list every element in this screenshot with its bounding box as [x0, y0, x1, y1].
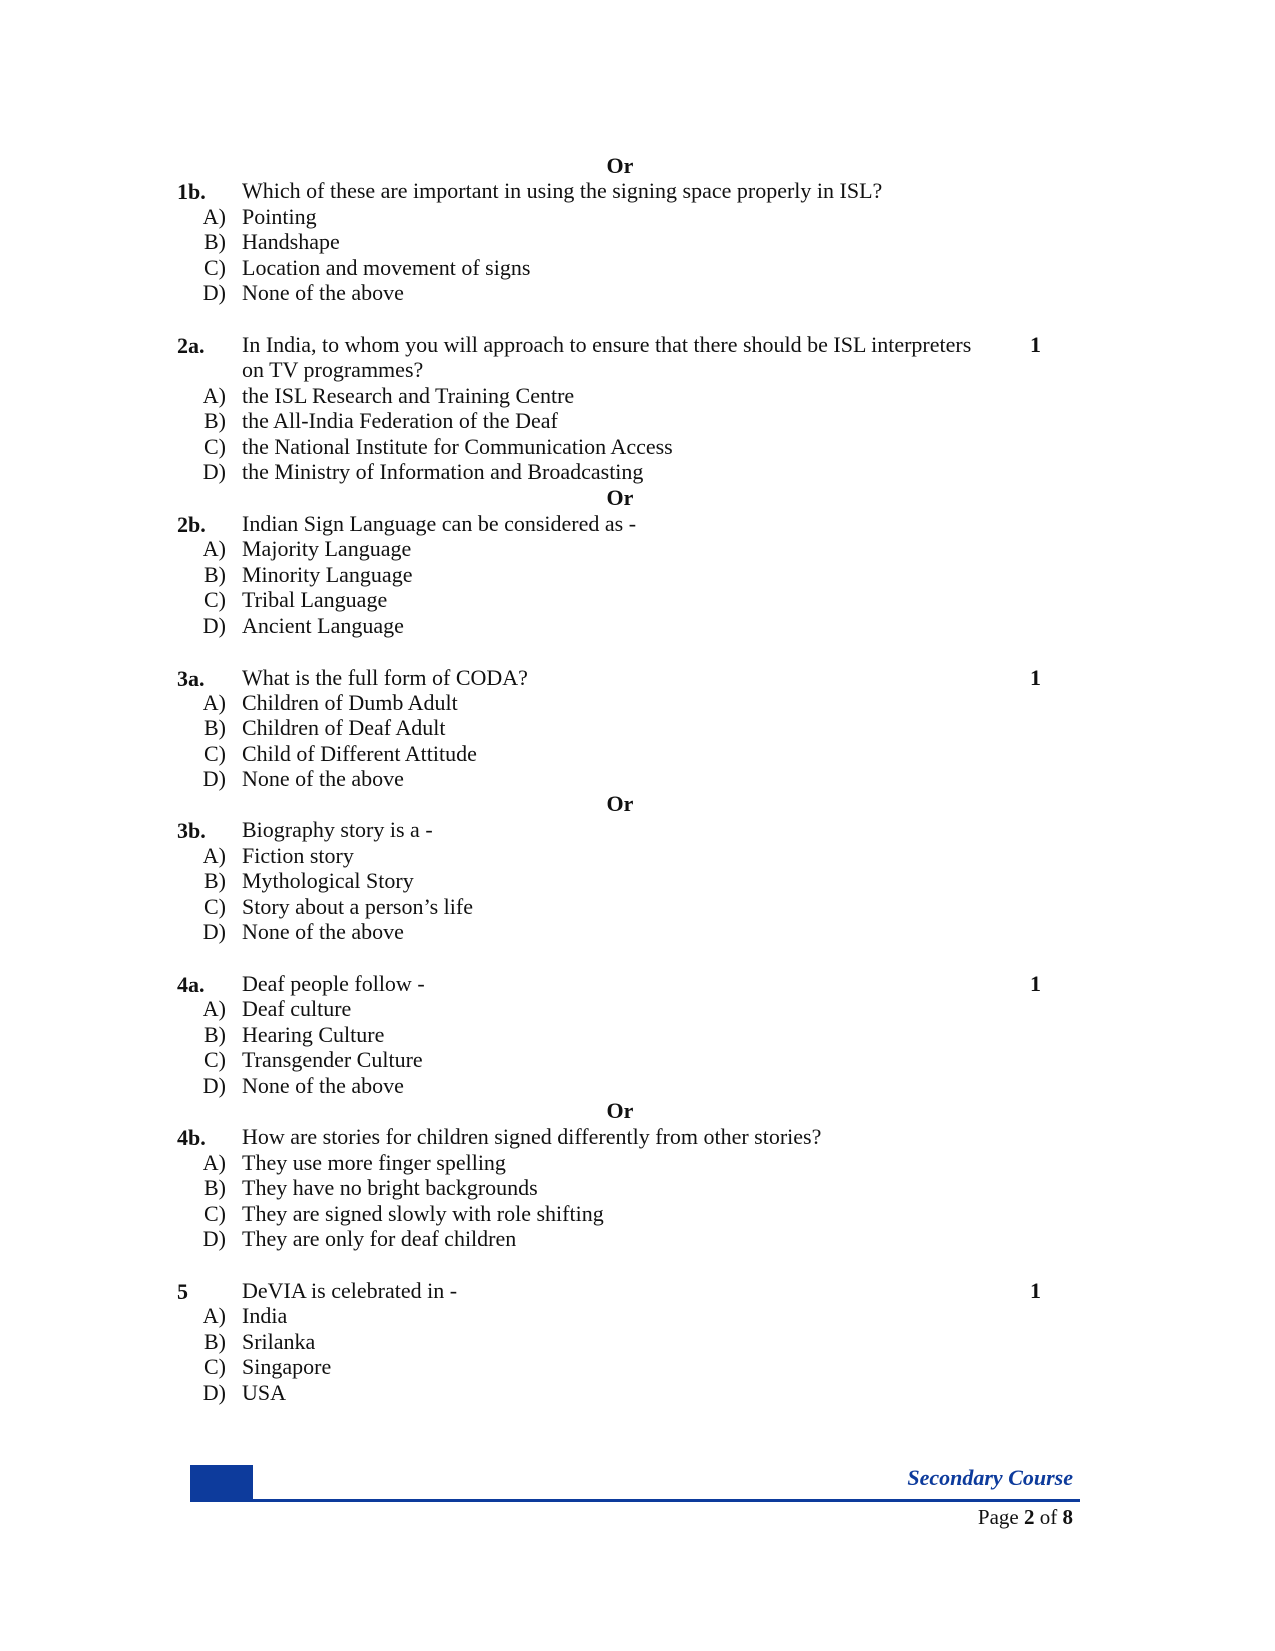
page-number — [978, 1504, 1073, 1530]
option-letter: D) — [202, 459, 226, 484]
option-letter: C) — [204, 1201, 226, 1226]
option-letter: B) — [204, 408, 226, 433]
option-text: the ISL Research and Training Centre — [242, 383, 575, 408]
option-letter: A) — [202, 996, 226, 1021]
option-letter: C) — [204, 434, 226, 459]
option-letter: D) — [202, 1073, 226, 1098]
question-number: 4b. — [177, 1125, 206, 1150]
option-letter: A) — [202, 383, 226, 408]
option-letter: A) — [202, 1150, 226, 1175]
footer-color-block — [190, 1465, 253, 1499]
marks: 1 — [1030, 971, 1041, 996]
option-text: India — [242, 1303, 288, 1328]
question-text: In India, to whom you will approach to ensure that there should be ISL interpreters — [242, 332, 972, 357]
option-text: Minority Language — [242, 562, 413, 587]
footer-course-title: Secondary Course — [907, 1465, 1073, 1490]
option-text: Location and movement of signs — [242, 255, 531, 280]
option-text: Fiction story — [242, 843, 354, 868]
option-text: Transgender Culture — [242, 1047, 423, 1072]
option-text: Story about a person’s life — [242, 894, 473, 919]
option-text: Pointing — [242, 204, 317, 229]
option-letter: B) — [204, 715, 226, 740]
option-text: Tribal Language — [242, 587, 388, 612]
or-separator: Or — [606, 485, 634, 510]
marks: 1 — [1030, 665, 1041, 690]
option-letter: A) — [202, 204, 226, 229]
option-text: They are only for deaf children — [242, 1226, 517, 1251]
question-number: 5 — [177, 1279, 188, 1304]
option-letter: D) — [202, 1380, 226, 1405]
option-text: Ancient Language — [242, 613, 404, 638]
option-text: None of the above — [242, 280, 404, 305]
option-text: Deaf culture — [242, 996, 352, 1021]
option-letter: D) — [202, 766, 226, 791]
question-number: 1b. — [177, 179, 206, 204]
question-text: Indian Sign Language can be considered as - — [242, 511, 637, 536]
option-text: USA — [242, 1380, 287, 1405]
option-letter: A) — [202, 843, 226, 868]
option-text: Majority Language — [242, 536, 412, 561]
question-number: 3a. — [177, 666, 205, 691]
option-text: Hearing Culture — [242, 1022, 385, 1047]
or-separator: Or — [606, 1098, 634, 1123]
or-separator: Or — [606, 791, 634, 816]
option-text: None of the above — [242, 1073, 404, 1098]
question-number: 2b. — [177, 512, 206, 537]
option-letter: B) — [204, 562, 226, 587]
option-text: They have no bright backgrounds — [242, 1175, 538, 1200]
option-text: Handshape — [242, 229, 340, 254]
page-current: 2 — [1024, 1505, 1035, 1529]
question-text: How are stories for children signed differently from other stories? — [242, 1124, 822, 1149]
question-text: What is the full form of CODA? — [242, 665, 528, 690]
option-letter: D) — [202, 280, 226, 305]
page-of: of — [1039, 1505, 1058, 1529]
question-number: 4a. — [177, 972, 205, 997]
option-letter: C) — [204, 894, 226, 919]
option-text: Children of Dumb Adult — [242, 690, 458, 715]
page-prefix: Page — [977, 1505, 1019, 1529]
marks: 1 — [1030, 332, 1041, 357]
option-text: Children of Deaf Adult — [242, 715, 446, 740]
option-text: Mythological Story — [242, 868, 414, 893]
option-letter: C) — [204, 587, 226, 612]
option-letter: B) — [204, 868, 226, 893]
option-letter: D) — [202, 919, 226, 944]
question-text: Which of these are important in using the signing space properly in ISL? — [242, 178, 883, 203]
question-text: DeVIA is celebrated in - — [242, 1278, 458, 1303]
footer-divider — [190, 1499, 1080, 1502]
option-letter: B) — [204, 1175, 226, 1200]
question-text: Biography story is a - — [242, 817, 433, 842]
option-text: the National Institute for Communication Access — [242, 434, 673, 459]
option-text: Singapore — [242, 1354, 332, 1379]
option-letter: C) — [204, 741, 226, 766]
option-letter: B) — [204, 1022, 226, 1047]
option-letter: D) — [202, 1226, 226, 1251]
question-number: 3b. — [177, 818, 206, 843]
option-letter: A) — [202, 690, 226, 715]
option-text: They are signed slowly with role shifting — [242, 1201, 604, 1226]
option-letter: C) — [204, 255, 226, 280]
option-letter: B) — [204, 229, 226, 254]
option-letter: B) — [204, 1329, 226, 1354]
option-text: Srilanka — [242, 1329, 316, 1354]
option-text: They use more finger spelling — [242, 1150, 506, 1175]
option-text: the Ministry of Information and Broadcasting — [242, 459, 644, 484]
option-text: the All-India Federation of the Deaf — [242, 408, 558, 433]
option-text: None of the above — [242, 919, 404, 944]
option-text: Child of Different Attitude — [242, 741, 477, 766]
option-text: None of the above — [242, 766, 404, 791]
option-letter: C) — [204, 1354, 226, 1379]
question-number: 2a. — [177, 333, 205, 358]
option-letter: A) — [202, 536, 226, 561]
question-text: Deaf people follow - — [242, 971, 425, 996]
or-separator: Or — [606, 153, 634, 178]
option-letter: C) — [204, 1047, 226, 1072]
option-letter: D) — [202, 613, 226, 638]
question-text-continued: on TV programmes? — [242, 357, 424, 382]
marks: 1 — [1030, 1278, 1041, 1303]
page-total: 8 — [1062, 1505, 1073, 1529]
option-letter: A) — [202, 1303, 226, 1328]
